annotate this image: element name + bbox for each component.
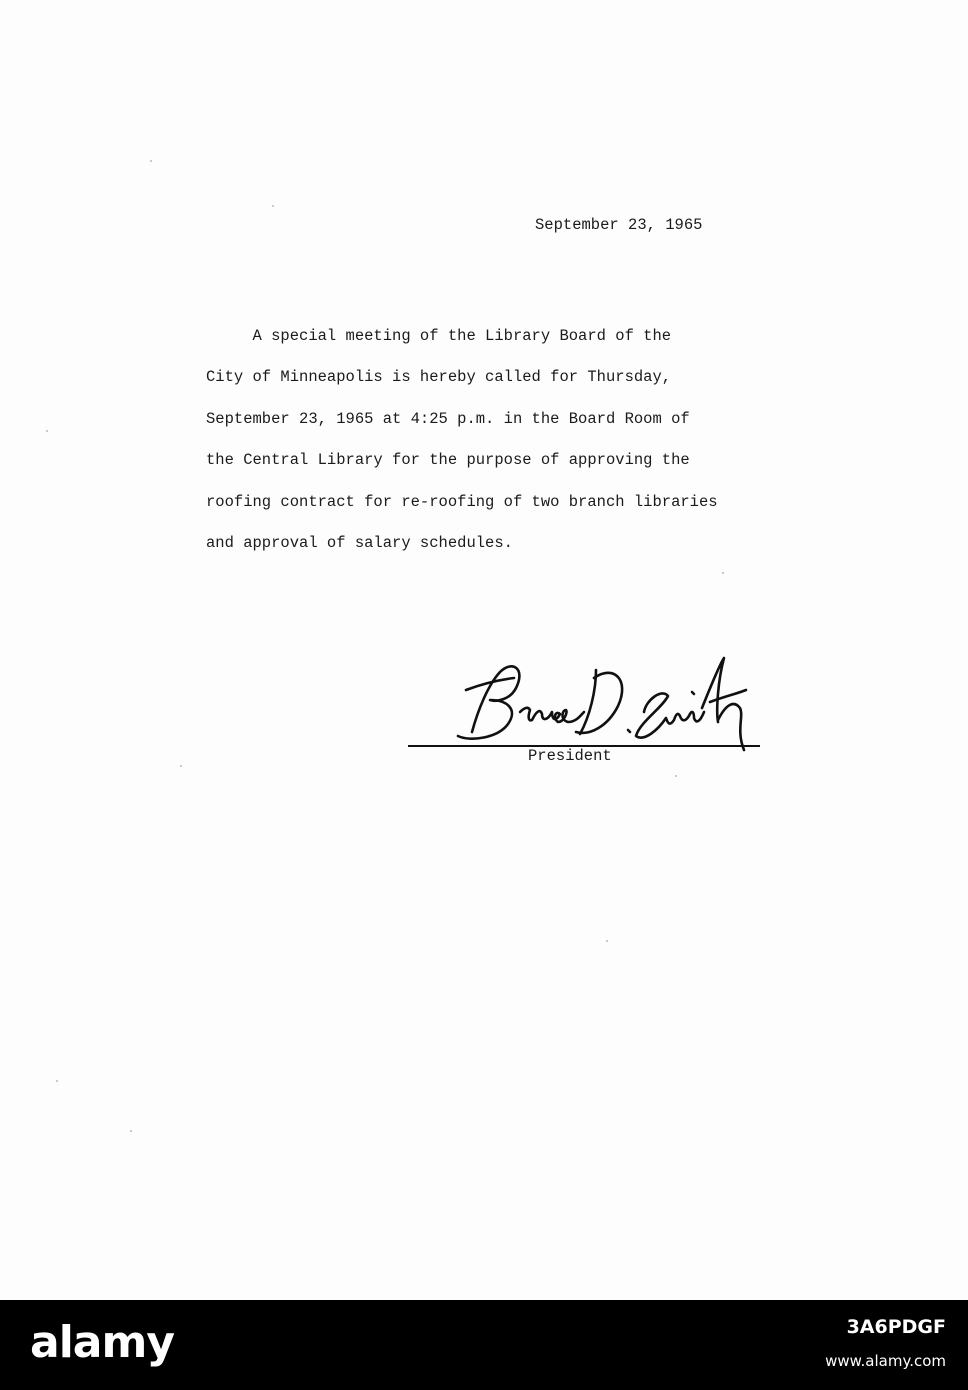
body-line: A special meeting of the Library Board of the xyxy=(206,327,672,345)
signer-title: President xyxy=(528,747,612,765)
body-line: September 23, 1965 at 4:25 p.m. in the Board Room of xyxy=(206,409,690,428)
scan-speck xyxy=(180,765,182,767)
body-line: roofing contract for re-roofing of two branch libraries xyxy=(206,492,718,511)
scan-speck xyxy=(722,572,724,574)
logo-wordmark: alamy xyxy=(30,1317,174,1368)
body-line: City of Minneapolis is hereby called for Thursday, xyxy=(206,368,672,387)
scan-speck xyxy=(272,205,274,207)
alamy-logo xyxy=(30,1317,220,1377)
scan-speck xyxy=(675,775,677,777)
body-line: the Central Library for the purpose of approving the xyxy=(206,451,690,470)
image-id: 3A6PDGF xyxy=(846,1316,946,1338)
scan-speck xyxy=(46,430,48,432)
scan-speck xyxy=(150,160,152,162)
site-url: www.alamy.com xyxy=(825,1352,946,1370)
letter-body xyxy=(206,316,766,564)
scan-speck xyxy=(606,940,608,942)
body-line: and approval of salary schedules. xyxy=(206,533,513,552)
scan-speck xyxy=(56,1080,58,1082)
scan-speck xyxy=(130,1130,132,1132)
watermark-footer xyxy=(0,1300,968,1390)
letter-date: September 23, 1965 xyxy=(535,216,703,234)
